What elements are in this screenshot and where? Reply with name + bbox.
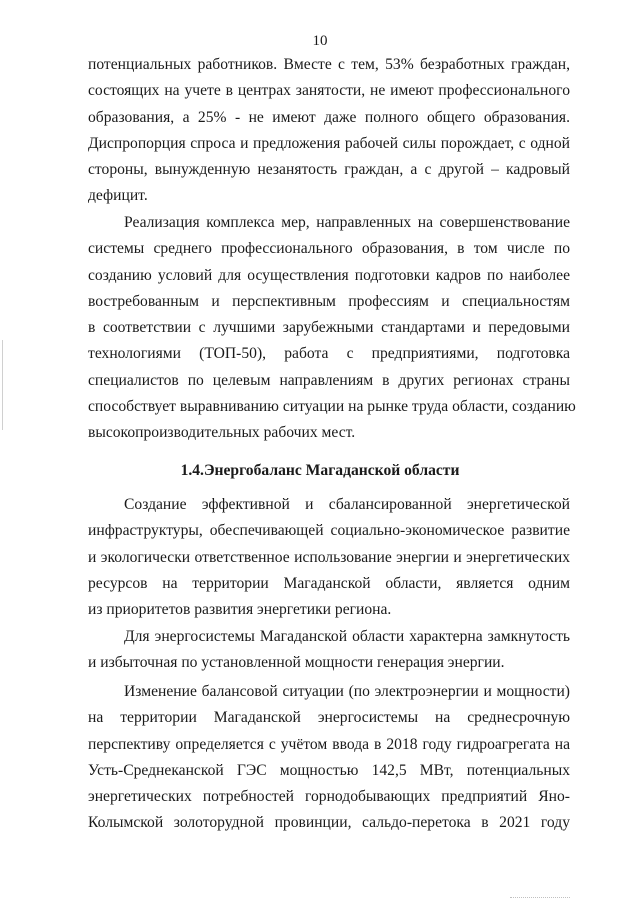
- text-line: системы среднего профессионального образования, в том числе по: [88, 240, 570, 258]
- text-line: энергетических потребностей горнодобывающих предприятий Яно-: [88, 788, 570, 806]
- section-heading: 1.4.Энергобаланс Магаданской области: [180, 462, 460, 479]
- paragraph-energy-system: [88, 624, 570, 677]
- text-line: образования, а 25% - не имеют даже полного общего образования.: [88, 108, 570, 126]
- paragraph-energy-infrastructure: [88, 492, 570, 623]
- text-line: на территории Магаданской энергосистемы на среднесрочную: [88, 709, 570, 727]
- text-line: специалистов по целевым направлениям в других регионах страны: [88, 371, 570, 389]
- text-line: Реализация комплекса мер, направленных на совершенствование: [124, 214, 570, 231]
- text-line: Изменение балансовой ситуации (по электроэнергии и мощности): [124, 683, 570, 700]
- page-number: 10: [312, 33, 328, 49]
- paragraph-unemployment: [88, 52, 570, 210]
- text-line: высокопроизводительных рабочих мест.: [88, 424, 356, 442]
- text-line: Создание эффективной и сбалансированной энергетической: [124, 496, 570, 513]
- text-line: и экологически ответственное использование энергии и энергетических: [88, 548, 570, 566]
- text-line: перспективу определяется с учётом ввода в 2018 году гидроагрегата на: [88, 735, 570, 753]
- text-line: Диспропорция спроса и предложения рабочей силы порождает, с одной: [88, 134, 570, 152]
- text-line: инфраструктуры, обеспечивающей социально-экономическое развитие: [88, 522, 570, 540]
- text-line: ресурсов на территории Магаданской области, является одним: [88, 574, 570, 592]
- text-line: из приоритетов развития энергетики региона.: [88, 601, 392, 619]
- text-line: востребованным и перспективным профессиям и специальностям: [88, 292, 570, 310]
- paragraph-balance-change: [88, 679, 570, 837]
- text-line: потенциальных работников. Вместе с тем, 53% безработных граждан,: [88, 56, 570, 73]
- text-line: стороны, вынужденную незанятость граждан, а с другой – кадровый: [88, 161, 570, 179]
- text-line: дефицит.: [88, 187, 148, 205]
- text-line: и избыточная по установленной мощности генерация энергии.: [88, 654, 505, 672]
- text-line: технологиями (ТОП-50), работа с предприятиями, подготовка: [88, 345, 570, 363]
- scan-bottom-mark: [510, 897, 570, 899]
- text-line: способствует выравниванию ситуации на рынке труда области, созданию: [88, 398, 576, 416]
- text-line: Колымской золоторудной провинции, сальдо-перетока в 2021 году: [88, 814, 570, 832]
- scan-margin-mark: [2, 340, 3, 430]
- paragraph-education-measures: [88, 210, 576, 447]
- text-line: созданию условий для осуществления подготовки кадров по наиболее: [88, 266, 570, 284]
- text-line: Усть-Среднеканской ГЭС мощностью 142,5 МВт, потенциальных: [88, 761, 570, 779]
- text-line: Для энергосистемы Магаданской области характерна замкнутость: [124, 628, 570, 645]
- text-line: состоящих на учете в центрах занятости, не имеют профессионального: [88, 82, 570, 100]
- text-line: в соответствии с лучшими зарубежными стандартами и передовыми: [88, 319, 570, 337]
